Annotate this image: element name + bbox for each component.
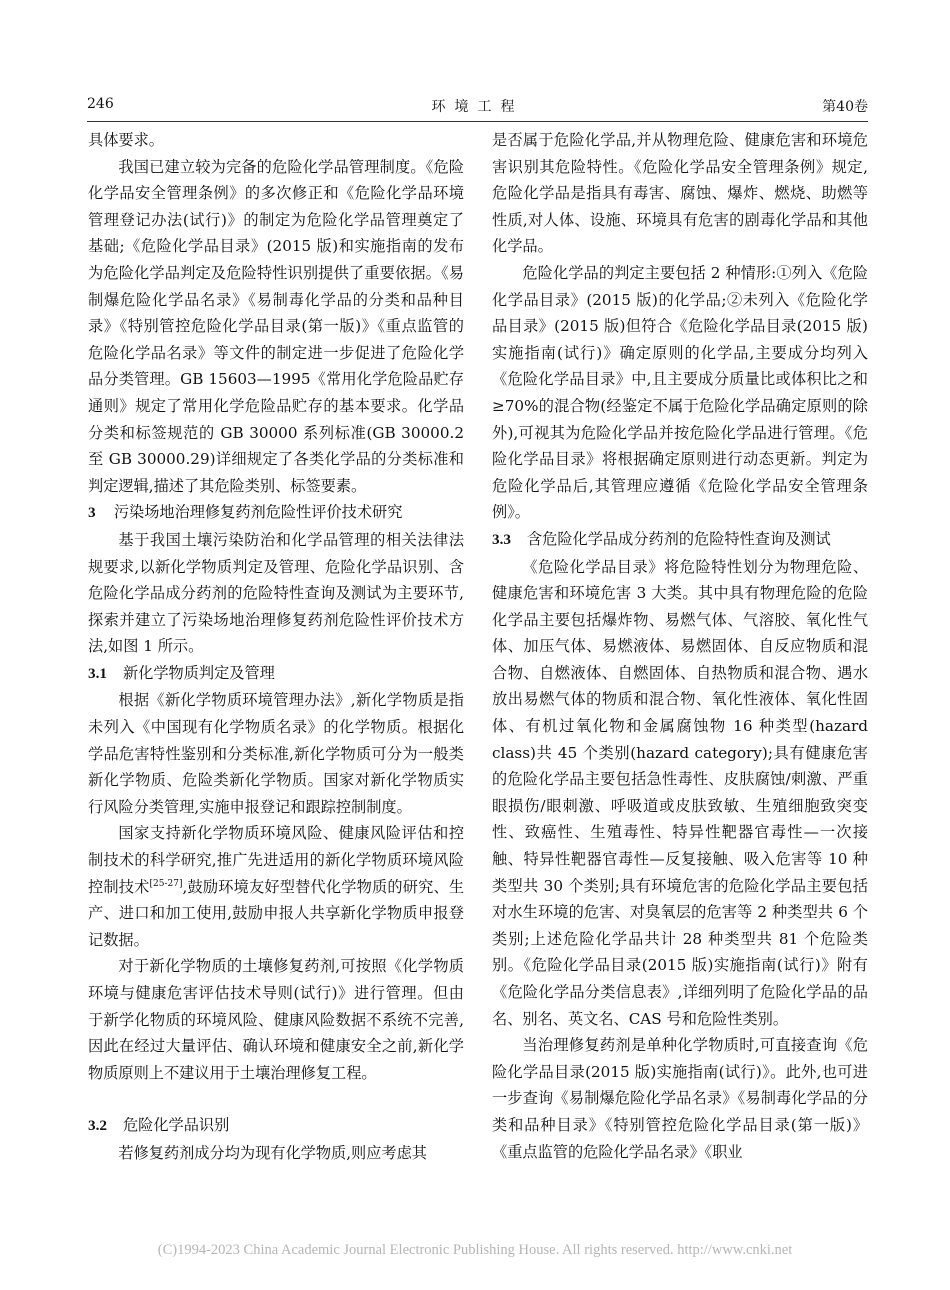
- paragraph: 对于新化学物质的土壤修复药剂,可按照《化学物质环境与健康危害评估技术导则(试行)》进行管理。但由于新学化物质的环境风险、健康风险数据不系统不完善,因此在经过大量评估、确认环境和健康安全之前,新化学物质原则上不建议用于土壤治理修复工程。: [88, 957, 464, 1082]
- page-number: 246: [87, 96, 114, 112]
- section-number: 3: [88, 504, 96, 522]
- header-rule: [87, 121, 868, 122]
- section-heading-3-2: [88, 1112, 464, 1140]
- section-number: 3.3: [492, 530, 511, 548]
- paragraph: 我国已建立较为完备的危险化学品管理制度。《危险化学品安全管理条例》的多次修正和《危险化学品环境管理登记办法(试行)》的制定为危险化学品管理奠定了基础;《危险化学品目录》(2015 版)和实施指南的发布为危险化学品判定及危险特性识别提供了重要依据。《易制爆危险化学品名录》《易制毒化学品的分类和品种目录》《特别管控危险化学品目录(第一版)》《重点监管的危险化学品名录》等文件的制定进一步促进了危险化学品分类管理。GB 15603—1995《常用化学危险品贮存通则》规定了常用化学危险品贮存的基本要求。化学品分类和标签规范的 GB 30000 系列标准(GB 30000.2 至 GB 30000.29)详细规定了各类化学品的分类标准和判定逻辑,描述了其危险类别、标签要素。: [88, 157, 464, 495]
- section-title: 含危险化学品成分药剂的危险特性查询及测试: [526, 529, 831, 548]
- paragraph: 《危险化学品目录》将危险特性划分为物理危险、健康危害和环境危害 3 大类。其中具有物理危险的危险化学品主要包括爆炸物、易燃气体、气溶胶、氧化性气体、加压气体、易燃液体、易燃固体、自反应物质和混合物、自燃液体、自燃固体、自热物质和混合物、遇水放出易燃气体的物质和混合物、氧化性液体、氧化性固体、有机过氧化物和金属腐蚀物 16 种类型(hazard class)共 45 个类别(hazard category);具有健康危害的危险化学品主要包括急性毒性、皮肤腐蚀/刺激、严重眼损伤/眼刺激、呼吸道或皮肤致敏、生殖细胞致突变性、致癌性、生殖毒性、特异性靶器官毒性—一次接触、特异性靶器官毒性—反复接触、吸入危害等 10 种类型共 30 个类别;具有环境危害的危险化学品主要包括对水生环境的危害、对臭氧层的危害等 2 种类型共 6 个类别;上述危险化学品共计 28 种类型共 81 个危险类别。《危险化学品目录(2015 版)实施指南(试行)》附有《危险化学品分类信息表》,详细列明了危险化学品的品名、别名、英文名、CAS 号和危险性类别。: [492, 557, 868, 1028]
- section-heading-3-1: [88, 660, 464, 688]
- paragraph: 根据《新化学物质环境管理办法》,新化学物质是指未列入《中国现有化学物质名录》的化学物质。根据化学品危害特性鉴别和分类标准,新化学物质可分为一般类新化学物质、危险类新化学物质。国家对新化学物质实行风险分类管理,实施申报登记和跟踪控制制度。: [88, 691, 464, 816]
- section-title: 新化学物质判定及管理: [122, 663, 275, 682]
- left-column: [88, 127, 464, 1167]
- paragraph: 当治理修复药剂是单种化学物质时,可直接查询《危险化学品目录(2015 版)实施指南(试行)》。此外,也可进一步查询《易制爆危险化学品名录》《易制毒化学品的分类和品种目录》《特别管控危险化学品目录(第一版)》《重点监管的危险化学品名录》《职业: [492, 1036, 868, 1161]
- right-column: [492, 127, 868, 1165]
- section-number: 3.1: [88, 664, 107, 682]
- copyright-footer: (C)1994-2023 China Academic Journal Electronic Publishing House. All rights reserved. http://www.cnki.net: [157, 1242, 793, 1258]
- paragraph: 是否属于危险化学品,并从物理危险、健康危害和环境危害识别其危险特性。《危险化学品安全管理条例》规定,危险化学品是指具有毒害、腐蚀、爆炸、燃烧、助燃等性质,对人体、设施、环境具有危害的剧毒化学品和其他化学品。: [492, 131, 868, 256]
- section-title: 污染场地治理修复药剂危险性评价技术研究: [113, 503, 403, 522]
- paragraph: 具体要求。: [88, 131, 164, 149]
- section-heading-3-3: [492, 526, 868, 554]
- paragraph-text: ,鼓励环境友好型替代化学物质的研究、生产、进口和加工使用,鼓励申报人共享新化学物质申报登记数据。: [88, 877, 465, 949]
- paragraph: [88, 820, 464, 953]
- spacer: [88, 1086, 464, 1112]
- paragraph: 危险化学品的判定主要包括 2 种情形:①列入《危险化学品目录》(2015 版)的化学品;②未列入《危险化学品目录》(2015 版)但符合《危险化学品目录(2015 版)实施指南(试行)》确定原则的化学品,主要成分均列入《危险化学品目录》中,且主要成分质量比或体积比之和≥70%的混合物(经鉴定不属于危险化学品确定原则的除外),可视其为危险化学品并按危险化学品进行管理。《危险化学品目录》将根据确定原则进行动态更新。判定为危险化学品后,其管理应遵循《危险化学品安全管理条例》。: [492, 263, 868, 522]
- section-heading-3: [88, 499, 464, 527]
- paragraph-text: 国家支持新化学物质环境风险、健康风险评估和控制技术的科学研究,推广先进适用的新化学物质环境风险控制技术: [88, 824, 464, 896]
- paragraph: 基于我国土壤污染防治和化学品管理的相关法律法规要求,以新化学物质判定及管理、危险化学品识别、含危险化学品成分药剂的危险特性查询及测试为主要环节,探索并建立了污染场地治理修复药剂危险性评价技术方法,如图 1 所示。: [88, 530, 464, 656]
- volume-label: 第40卷: [822, 99, 868, 115]
- section-title: 危险化学品识别: [122, 1116, 230, 1135]
- paragraph: 若修复药剂成分均为现有化学物质,则应考虑其: [118, 1143, 427, 1162]
- section-number: 3.2: [88, 1117, 107, 1135]
- running-header: [87, 96, 868, 116]
- journal-title: 环境工程: [431, 99, 524, 115]
- citation[interactable]: [25-27]: [149, 878, 183, 889]
